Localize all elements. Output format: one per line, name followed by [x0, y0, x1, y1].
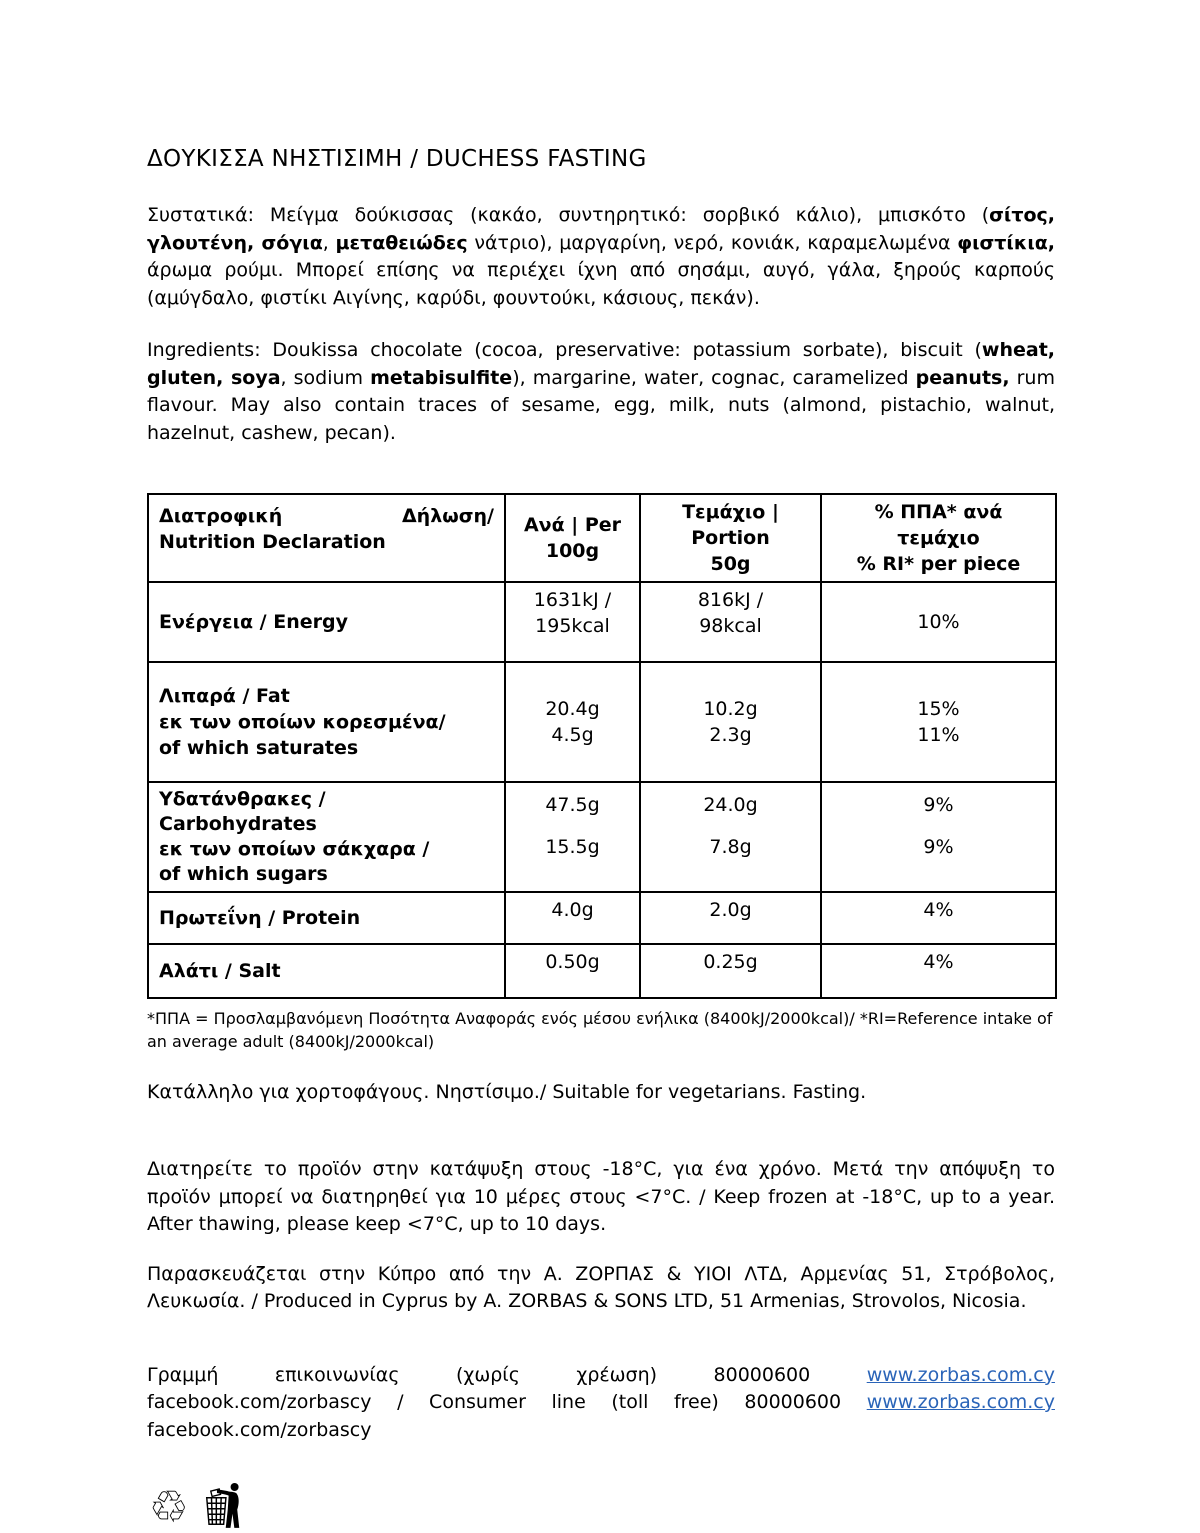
allergen-bold-english: metabisulfite	[370, 366, 513, 389]
allergen-bold-greek: σίτος, γλουτένη, σόγια	[147, 204, 1055, 254]
allergen-bold-greek: μεταθειώδες	[335, 231, 468, 254]
energy-per-100g: 1631kJ / 195kcal	[505, 582, 640, 662]
storage-instructions: Διατηρείτε το προϊόν στην κατάψυξη στους -18°C, για ένα χρόνο. Μετά την απόψυξη το προϊόν μπορεί να διατηρηθεί για 10 μέρες στους <7°C. / Keep frozen at -18°C, up to a year. After thawing, please keep <7°C, up to 10 days.	[147, 1158, 1055, 1235]
fat-per-portion: 10.2g 2.3g	[640, 662, 821, 782]
salt-per-portion: 0.25g	[640, 944, 821, 998]
carbs-per-portion: 24.0g 7.8g	[640, 782, 821, 892]
allergen-bold-greek: φιστίκια,	[957, 231, 1055, 254]
row-label: Αλάτι / Salt	[148, 944, 505, 998]
website-link[interactable]: www.zorbas.com.cy	[866, 1391, 1055, 1413]
allergen-bold-english: wheat, gluten, soya	[147, 339, 1055, 389]
fat-ri: 15% 11%	[821, 662, 1056, 782]
energy-ri: 10%	[821, 582, 1056, 662]
carbs-per-100g: 47.5g 15.5g	[505, 782, 640, 892]
protein-ri: 4%	[821, 892, 1056, 944]
page-title: ΔΟΥΚΙΣΣΑ ΝΗΣΤΙΣΙΜΗ / DUCHESS FASTING	[147, 146, 647, 172]
contact-line-english: facebook.com/zorbascy / Consumer line (toll free) 80000600 www.zorbas.com.cy	[147, 1389, 1055, 1417]
energy-per-portion: 816kJ / 98kcal	[640, 582, 821, 662]
tidy-man-icon	[204, 1482, 246, 1530]
contact-block	[147, 1362, 1055, 1445]
protein-per-portion: 2.0g	[640, 892, 821, 944]
header-ri-per-piece: % ΠΠΑ* ανά τεμάχιο % RI* per piece	[821, 494, 1056, 582]
consumer-line-number: 80000600	[744, 1391, 842, 1413]
consumer-line-number: 80000600	[713, 1363, 811, 1386]
facebook-handle: facebook.com/zorbascy	[147, 1391, 372, 1413]
contact-line-greek: Γραμμή επικοινωνίας (χωρίς χρέωση) 80000600 www.zorbas.com.cy	[147, 1362, 1055, 1390]
row-label: Ενέργεια / Energy	[148, 582, 505, 662]
fat-per-100g: 20.4g 4.5g	[505, 662, 640, 782]
carbs-ri: 9% 9%	[821, 782, 1056, 892]
recycle-icon: ♲	[149, 1482, 189, 1533]
table-row-fat	[148, 662, 1056, 782]
salt-ri: 4%	[821, 944, 1056, 998]
header-per-portion: Τεμάχιο | Portion 50g	[640, 494, 821, 582]
protein-per-100g: 4.0g	[505, 892, 640, 944]
table-row-energy	[148, 582, 1056, 662]
table-row-salt	[148, 944, 1056, 998]
header-declaration: Διατροφική Δήλωση/ Nutrition Declaration	[148, 494, 505, 582]
nutrition-table-header	[148, 494, 1056, 582]
ingredients-greek-text: Συστατικά: Μείγμα δούκισσας (κακάο, συντηρητικό: σορβικό κάλιο), μπισκότο (	[147, 204, 990, 226]
nutrition-table	[147, 493, 1057, 999]
reference-intake-footnote: *ΠΠΑ = Προσλαμβανόμενη Ποσότητα Αναφοράς ενός μέσου ενήλικα (8400kJ/2000kcal)/ *RI=Reference intake of an average adult (8400kJ/2000kcal)	[147, 1009, 1053, 1051]
packaging-icons	[149, 1482, 1055, 1533]
row-label: Υδατάνθρακες / Carbohydrates εκ των οποίων σάκχαρα / of which sugars	[148, 782, 505, 892]
table-row-carbohydrates	[148, 782, 1056, 892]
facebook-handle: facebook.com/zorbascy	[147, 1418, 372, 1441]
header-per-100g: Ανά | Per 100g	[505, 494, 640, 582]
ingredients-english-text: Ingredients: Doukissa chocolate (cocoa, preservative: potassium sorbate), biscuit (	[147, 339, 982, 361]
allergen-bold-english: peanuts,	[915, 366, 1010, 389]
vegetarian-statement: Κατάλληλο για χορτοφάγους. Νηστίσιμο./ Suitable for vegetarians. Fasting.	[147, 1081, 867, 1103]
table-row-protein	[148, 892, 1056, 944]
row-label: Πρωτεΐνη / Protein	[148, 892, 505, 944]
salt-per-100g: 0.50g	[505, 944, 640, 998]
row-label: Λιπαρά / Fat εκ των οποίων κορεσμένα/ of which saturates	[148, 662, 505, 782]
website-link[interactable]: www.zorbas.com.cy	[866, 1363, 1055, 1386]
producer-statement: Παρασκευάζεται στην Κύπρο από την Α. ΖΟΡΠΑΣ & ΥΙΟΙ ΛΤΔ, Αρμενίας 51, Στρόβολος, Λευκωσία. / Produced in Cyprus by A. ZORBAS & SONS LTD, 51 Armenias, Strovolos, Nicosia.	[147, 1262, 1055, 1312]
ingredients-english: Ingredients: Doukissa chocolate (cocoa, preservative: potassium sorbate), biscuit (wheat, gluten, soya, sodium metabisulfite), margarine, water, cognac, caramelized peanuts, rum flavour. May also contain traces of sesame, egg, milk, nuts (almond, pistachio, walnut, hazelnut, cashew, pecan).	[147, 339, 1055, 444]
ingredients-greek: Συστατικά: Μείγμα δούκισσας (κακάο, συντηρητικό: σορβικό κάλιο), μπισκότο (σίτος, γλουτένη, σόγια, μεταθειώδες νάτριο), μαργαρίνη, νερό, κονιάκ, καραμελωμένα φιστίκια, άρωμα ρούμι. Μπορεί επίσης να περιέχει ίχνη από σησάμι, αυγό, γάλα, ξηρούς καρπούς (αμύγδαλο, φιστίκι Αιγίνης, καρύδι, φουντούκι, κάσιους, πεκάν).	[147, 204, 1055, 309]
